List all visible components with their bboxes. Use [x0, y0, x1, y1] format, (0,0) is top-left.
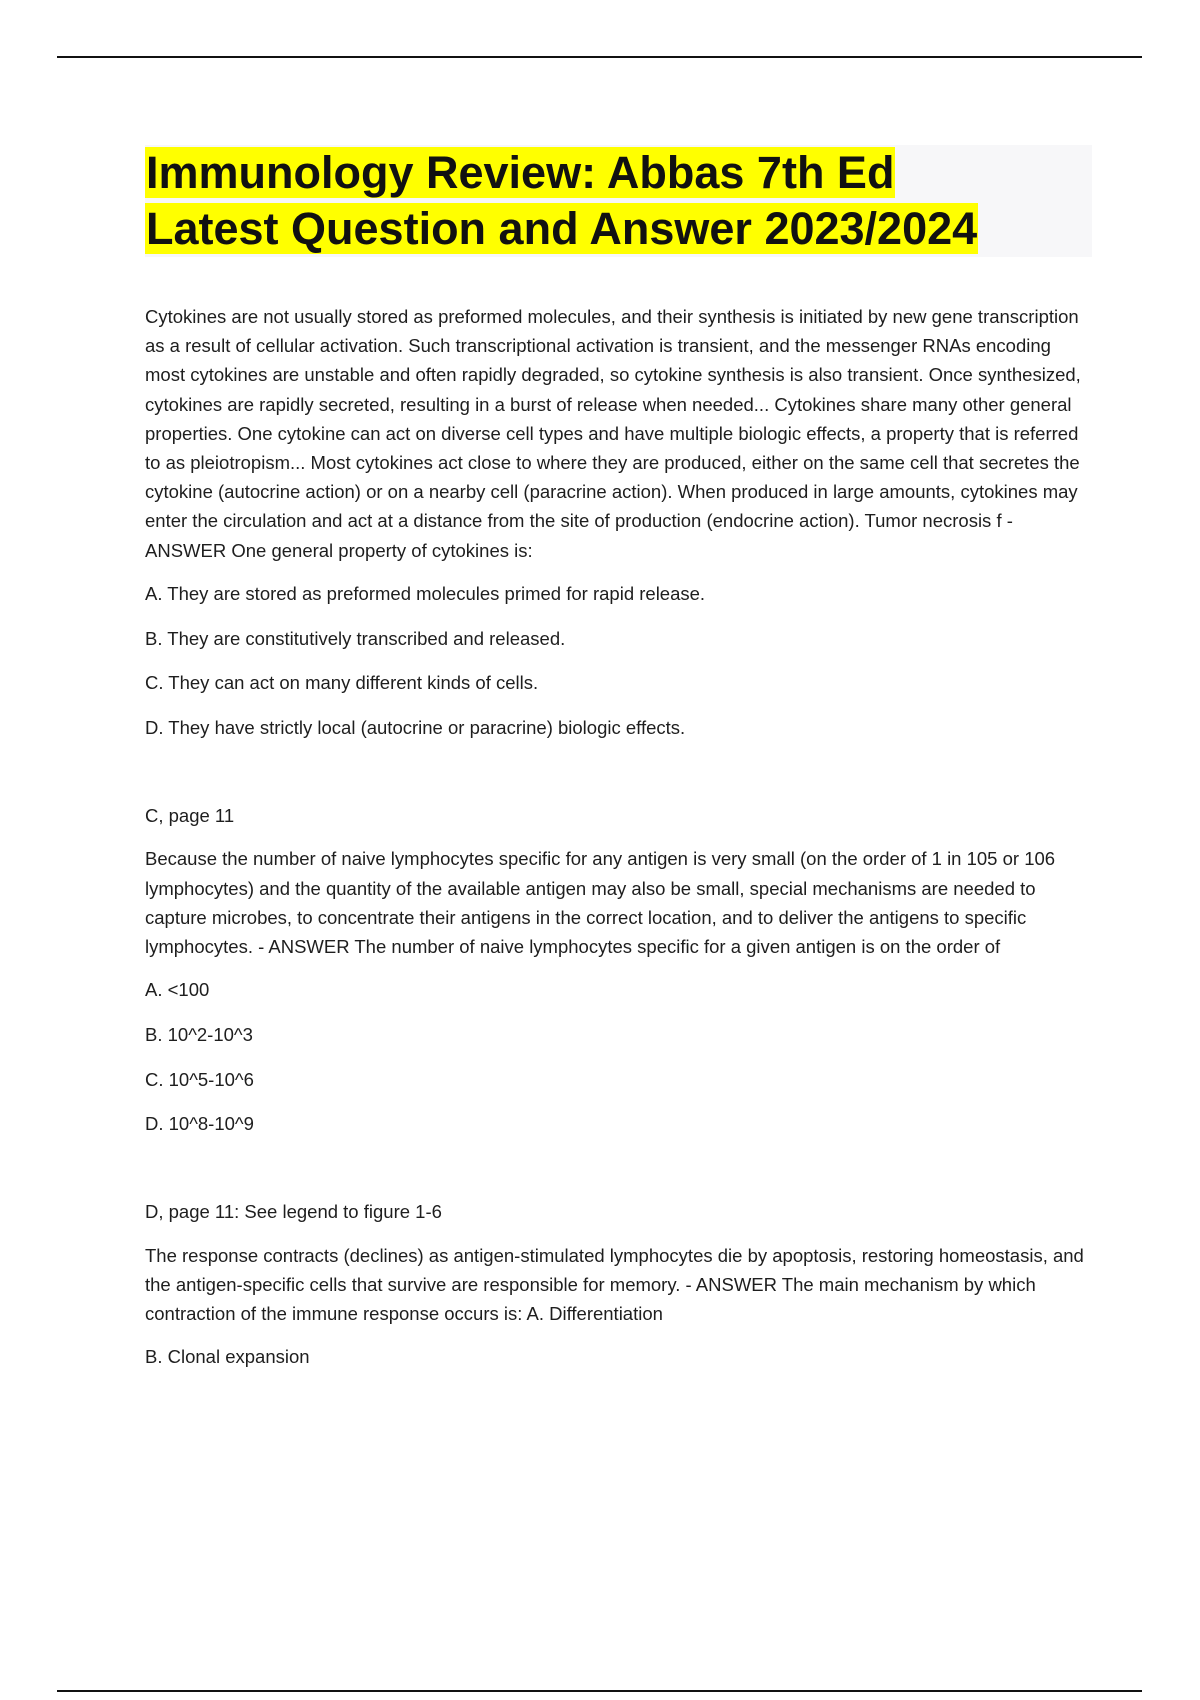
question-text: The response contracts (declines) as antigen-stimulated lymphocytes die by apoptosis, restoring homeostasis, and the antigen-specific cells that survive are responsible for memory. - ANSWER The main mechanism by which contraction of the immune response occurs is: A. Differentiation	[145, 1244, 1084, 1325]
correct-answer: D, page 11: See legend to figure 1-6	[145, 1201, 442, 1223]
question-text: Cytokines are not usually stored as preformed molecules, and their synthesis is initiated by new gene transcription as a result of cellular activation. Such transcriptional activation is transient, and the messenger RNAs encoding most cytokines are unstable and often rapidly degraded, so cytokine synthesis is also transient. Once synthesized, cytokines are rapidly secreted, resulting in a burst of release when needed... Cytokines share many other general properties. One cytokine can act on diverse cell types and have multiple biologic effects, a property that is referred to as pleiotropism... Most cytokines act close to where they are produced, either on the same cell that secretes the cytokine (autocrine action) or on a nearby cell (paracrine action). When produced in large amounts, cytokines may enter the circulation and act at a distance from the site of production (endocrine action). Tumor necrosis f - ANSWER One general property of cytokines is:	[145, 306, 1081, 561]
document-body	[145, 302, 1090, 1387]
title-line-2: Latest Question and Answer 2023/2024	[146, 203, 978, 254]
answer-option: B. Clonal expansion	[145, 1346, 310, 1368]
header-rule	[57, 56, 1142, 58]
answer-option: C. They can act on many different kinds of cells.	[145, 672, 539, 694]
question-text: Because the number of naive lymphocytes specific for any antigen is very small (on the order of 1 in 105 or 106 lymphocytes) and the quantity of the available antigen may also be small, special mechanisms are needed to capture microbes, to concentrate their antigens in the correct location, and to deliver the antigens to specific lymphocytes. - ANSWER The number of naive lymphocytes specific for a given antigen is on the order of	[145, 848, 1056, 957]
footer-rule	[57, 1690, 1142, 1692]
answer-option: A. They are stored as preformed molecules primed for rapid release.	[145, 582, 706, 604]
title-block	[145, 145, 1092, 257]
title-line-1: Immunology Review: Abbas 7th Ed	[146, 147, 895, 198]
correct-answer: C, page 11	[145, 805, 235, 827]
answer-option: D. 10^8-10^9	[145, 1113, 254, 1135]
answer-option: B. They are constitutively transcribed and released.	[145, 627, 566, 649]
answer-option: D. They have strictly local (autocrine or paracrine) biologic effects.	[145, 716, 686, 738]
answer-option: C. 10^5-10^6	[145, 1068, 254, 1090]
answer-option: B. 10^2-10^3	[145, 1023, 253, 1045]
document-title	[145, 145, 1092, 257]
answer-option: A. <100	[145, 979, 210, 1001]
